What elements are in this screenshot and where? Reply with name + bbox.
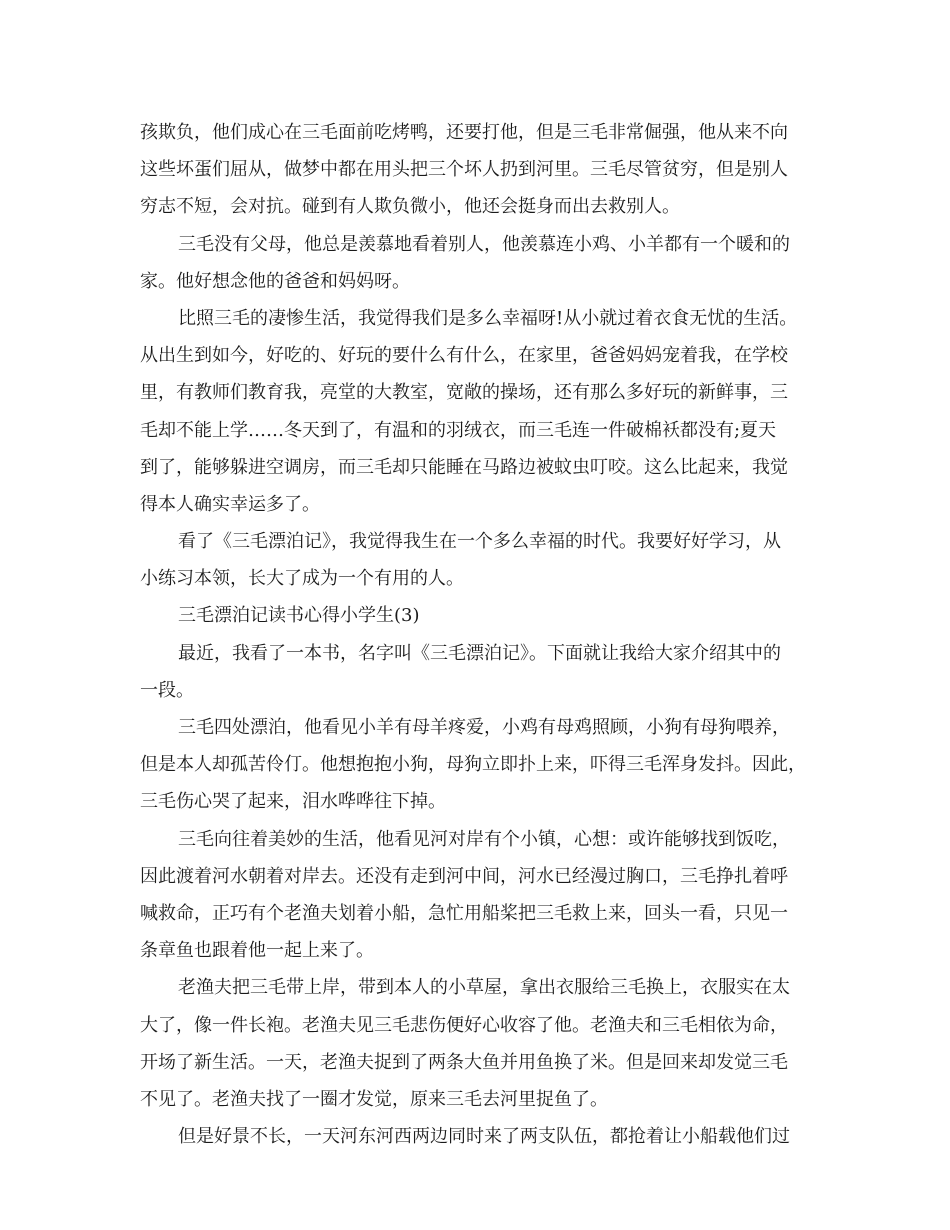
text-line: 得本人确实幸运多了。 <box>140 493 320 515</box>
text-line: 大了，像一件长袍。老渔夫见三毛悲伤便好心收容了他。老渔夫和三毛相依为命， <box>140 1014 788 1036</box>
paragraph-start-line: 三毛没有父母，他总是羡慕地看着别人，他羡慕连小鸡、小羊都有一个暖和的 <box>178 233 790 255</box>
text-line: 三毛伤心哭了起来，泪水哗哗往下掉。 <box>140 791 446 813</box>
text-line: 这些坏蛋们屈从，做梦中都在用头把三个坏人扔到河里。三毛尽管贫穷，但是别人 <box>140 159 788 181</box>
text-line: 穷志不短，会对抗。碰到有人欺负微小，他还会挺身而出去救别人。 <box>140 196 680 218</box>
paragraph-start-line: 三毛向往着美妙的生活，他看见河对岸有个小镇，心想：或许能够找到饭吃， <box>178 828 790 850</box>
paragraph-start-line: 比照三毛的凄惨生活，我觉得我们是多么幸福呀!从小就过着衣食无忧的生活。 <box>178 307 798 329</box>
paragraph-start-line: 三毛四处漂泊，他看见小羊有母羊疼爱，小鸡有母鸡照顾，小狗有母狗喂养， <box>178 717 790 738</box>
text-line: 条章鱼也跟着他一起上来了。 <box>140 940 374 962</box>
text-line: 因此渡着河水朝着对岸去。还没有走到河中间，河水已经漫过胸口，三毛挣扎着呼 <box>140 865 788 887</box>
text-line: 但是本人却孤苦伶仃。他想抱抱小狗，母狗立即扑上来，吓得三毛浑身发抖。因此， <box>140 754 806 776</box>
text-line: 小练习本领，长大了成为一个有用的人。 <box>140 568 464 590</box>
paragraph-start-line: 老渔夫把三毛带上岸，带到本人的小草屋，拿出衣服给三毛换上，衣服实在太 <box>178 977 790 999</box>
text-line: 里，有教师们教育我，亮堂的大教室，宽敞的操场，还有那么多好玩的新鲜事，三 <box>140 382 788 404</box>
text-line: 家。他好想念他的爸爸和妈妈呀。 <box>140 270 410 292</box>
paragraph-start-line: 但是好景不长，一天河东河西两边同时来了两支队伍，都抢着让小船载他们过 <box>178 1126 790 1148</box>
text-line: 喊救命，正巧有个老渔夫划着小船，急忙用船桨把三毛救上来，回头一看，只见一 <box>140 902 788 924</box>
text-line: 毛却不能上学……冬天到了，有温和的羽绒衣，而三毛连一件破棉袄都没有;夏天 <box>140 419 777 441</box>
text-line: 从出生到如今，好吃的、好玩的要什么有什么，在家里，爸爸妈妈宠着我，在学校 <box>140 345 788 367</box>
text-line: 到了，能够躲进空调房，而三毛却只能睡在马路边被蚊虫叮咬。这么比起来，我觉 <box>140 456 788 478</box>
text-line: 不见了。老渔夫找了一圈才发觉，原来三毛去河里捉鱼了。 <box>140 1088 608 1110</box>
text-line: 一段。 <box>140 679 194 701</box>
text-line: 孩欺负，他们成心在三毛面前吃烤鸭，还要打他，但是三毛非常倔强，他从来不向 <box>140 122 788 143</box>
text-line: 开场了新生活。一天，老渔夫捉到了两条大鱼并用鱼换了米。但是回来却发觉三毛 <box>140 1051 788 1073</box>
paragraph-start-line: 看了《三毛漂泊记》，我觉得我生在一个多么幸福的时代。我要好好学习，从 <box>178 531 781 553</box>
paragraph-start-line: 三毛漂泊记读书心得小学生(3) <box>178 605 420 627</box>
paragraph-start-line: 最近，我看了一本书，名字叫《三毛漂泊记》。下面就让我给大家介绍其中的 <box>178 642 781 664</box>
document-body <box>140 114 820 1155</box>
